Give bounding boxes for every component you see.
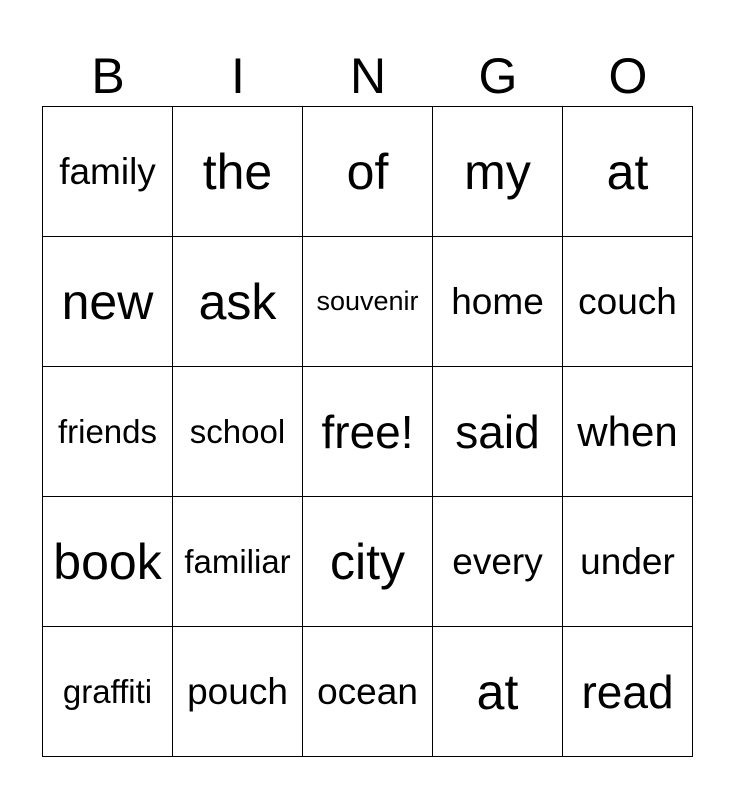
cell-word: souvenir bbox=[316, 286, 419, 316]
bingo-header bbox=[43, 46, 693, 106]
bingo-cell[interactable] bbox=[432, 366, 563, 497]
bingo-cell[interactable] bbox=[302, 236, 433, 367]
bingo-cell[interactable] bbox=[432, 106, 563, 237]
bingo-cell[interactable] bbox=[432, 236, 563, 367]
bingo-cell[interactable] bbox=[302, 106, 433, 237]
bingo-cell[interactable] bbox=[562, 626, 693, 757]
header-letter-g: G bbox=[478, 48, 518, 104]
cell-word: every bbox=[452, 540, 543, 582]
bingo-cell[interactable] bbox=[42, 106, 173, 237]
bingo-cell[interactable] bbox=[562, 496, 693, 627]
bingo-cell[interactable] bbox=[432, 496, 563, 627]
bingo-cell[interactable] bbox=[42, 366, 173, 497]
bingo-cell free-space[interactable] bbox=[302, 366, 433, 497]
header-letter-b: B bbox=[91, 48, 125, 104]
cell-word: my bbox=[464, 143, 531, 200]
bingo-cell[interactable] bbox=[302, 496, 433, 627]
cell-word: friends bbox=[57, 412, 158, 450]
bingo-cell[interactable] bbox=[172, 366, 303, 497]
bingo-cell[interactable] bbox=[302, 626, 433, 757]
bingo-cell[interactable] bbox=[42, 626, 173, 757]
bingo-cell[interactable] bbox=[172, 626, 303, 757]
bingo-cell[interactable] bbox=[172, 106, 303, 237]
bingo-cell[interactable] bbox=[172, 496, 303, 627]
cell-word: ask bbox=[198, 273, 277, 330]
cell-word: the bbox=[202, 143, 273, 200]
cell-word: pouch bbox=[187, 670, 288, 712]
cell-word: at bbox=[476, 663, 519, 720]
bingo-grid bbox=[43, 107, 693, 757]
bingo-cell[interactable] bbox=[562, 366, 693, 497]
bingo-cell[interactable] bbox=[562, 106, 693, 237]
bingo-cell[interactable] bbox=[562, 236, 693, 367]
bingo-cell[interactable] bbox=[172, 236, 303, 367]
header-letter-n: N bbox=[349, 48, 387, 104]
bingo-cell[interactable] bbox=[42, 236, 173, 367]
cell-word: graffiti bbox=[62, 672, 153, 710]
cell-word: school bbox=[189, 412, 286, 450]
cell-word: ocean bbox=[317, 670, 418, 712]
cell-word: of bbox=[346, 143, 389, 200]
cell-word: city bbox=[330, 533, 405, 590]
bingo-cell[interactable] bbox=[432, 626, 563, 757]
bingo-cell[interactable] bbox=[42, 496, 173, 627]
cell-word: new bbox=[61, 273, 154, 330]
cell-word: said bbox=[455, 405, 540, 458]
cell-word: book bbox=[53, 533, 162, 590]
cell-word: free! bbox=[321, 405, 414, 458]
cell-word: read bbox=[581, 665, 674, 718]
cell-word: when bbox=[577, 407, 678, 455]
cell-word: couch bbox=[578, 280, 677, 322]
cell-word: at bbox=[606, 143, 649, 200]
header-letter-o: O bbox=[608, 48, 648, 104]
cell-word: familiar bbox=[184, 542, 291, 580]
cell-word: under bbox=[580, 540, 675, 582]
cell-word: home bbox=[451, 280, 544, 322]
cell-word: family bbox=[59, 150, 156, 192]
header-letter-i: I bbox=[231, 48, 245, 104]
